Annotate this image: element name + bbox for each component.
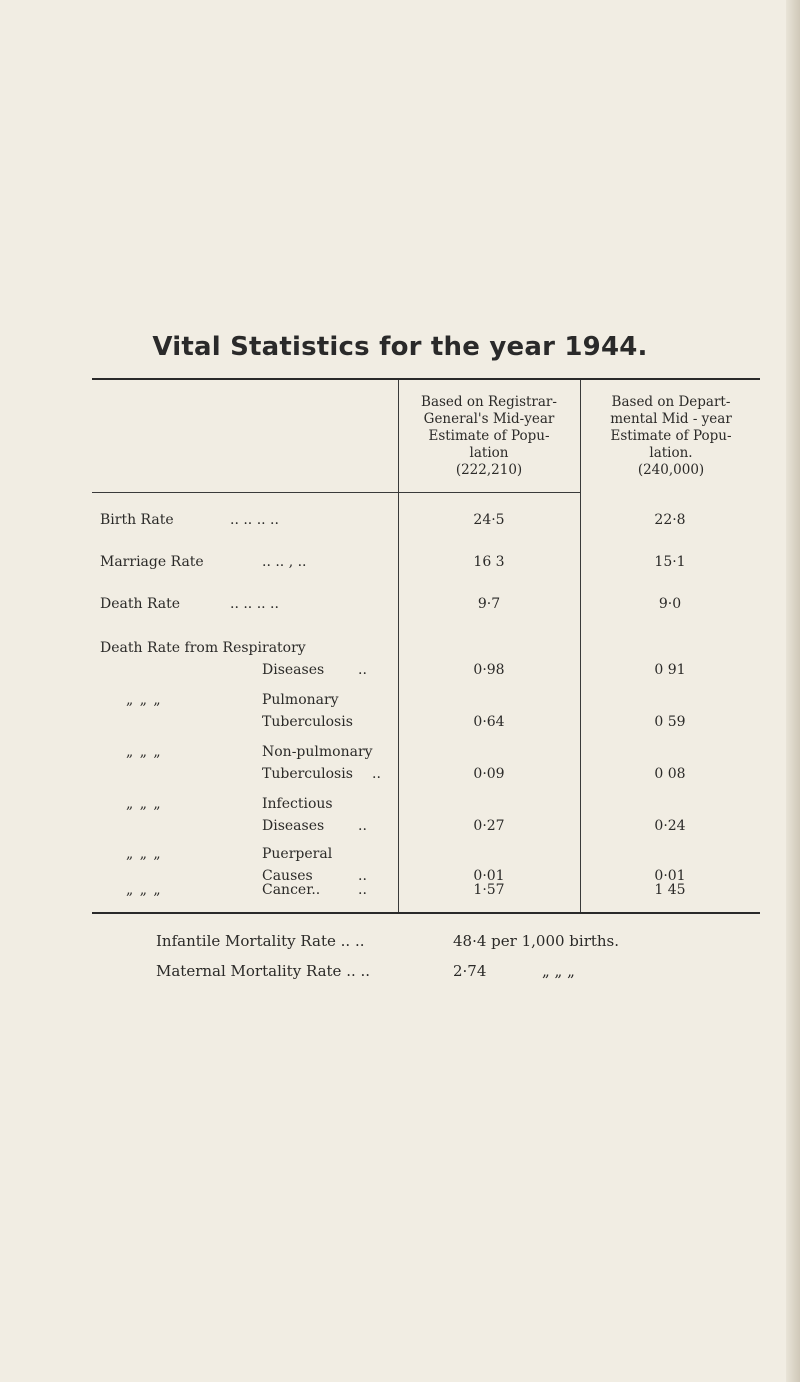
row-value-registrar: 1·57 — [473, 882, 505, 898]
row-dots: .. — [358, 818, 367, 834]
row-label: Pulmonary — [262, 692, 339, 708]
row-label: Non-pulmonary — [262, 744, 373, 760]
row-label: Marriage Rate — [100, 554, 204, 570]
row-value-departmental: 0 59 — [654, 714, 686, 730]
header-rule-left — [92, 492, 399, 493]
row-label: Cancer.. — [262, 882, 321, 898]
row-label: Death Rate — [100, 596, 181, 612]
row-label: Puerperal — [262, 846, 333, 862]
row-sublabel: Tuberculosis — [262, 766, 353, 782]
ditto-marks: „ „ „ — [126, 796, 162, 812]
row-value-departmental: 0·01 — [654, 868, 686, 884]
row-value-registrar: 0·98 — [473, 662, 505, 678]
row-value-registrar: 24·5 — [473, 512, 505, 528]
footer-label: Maternal Mortality Rate .. .. — [156, 962, 371, 980]
row-dots: .. — [358, 868, 367, 884]
row-label: Death Rate from Respiratory — [100, 640, 306, 656]
row-value-departmental: 9·0 — [658, 596, 682, 612]
row-dots: .. — [358, 882, 367, 898]
page-title: Vital Statistics for the year 1944. — [152, 332, 648, 362]
ditto-marks: „ „ „ — [126, 692, 162, 708]
row-value-departmental: 0·24 — [654, 818, 686, 834]
row-dots: .. .. .. .. — [230, 512, 279, 528]
ditto-marks: „ „ „ — [126, 882, 162, 898]
footer-ditto: „ „ „ — [542, 962, 575, 980]
row-dots: .. .. .. .. — [230, 596, 279, 612]
row-value-registrar: 0·01 — [473, 868, 505, 884]
column-header-departmental: Based on Depart- mental Mid - year Estimate of Popu- lation. (240,000) — [610, 394, 732, 478]
column-header-registrar: Based on Registrar- General's Mid-year Estimate of Popu- lation (222,210) — [421, 394, 557, 478]
footer-label: Infantile Mortality Rate .. .. — [156, 932, 365, 950]
row-value-departmental: 22·8 — [654, 512, 686, 528]
row-value-departmental: 0 08 — [654, 766, 686, 782]
row-sublabel: Diseases — [262, 818, 325, 834]
footer-value: 48·4 per 1,000 births. — [453, 932, 620, 950]
table-bottom-rule — [92, 912, 760, 914]
row-value-registrar: 0·09 — [473, 766, 505, 782]
row-value-registrar: 0·64 — [473, 714, 505, 730]
row-value-registrar: 9·7 — [477, 596, 501, 612]
row-label: Birth Rate — [100, 512, 174, 528]
row-sublabel: Tuberculosis — [262, 714, 353, 730]
row-value-registrar: 16 3 — [473, 554, 505, 570]
ditto-marks: „ „ „ — [126, 744, 162, 760]
row-label: Infectious — [262, 796, 333, 812]
row-sublabel: Diseases — [262, 662, 325, 678]
page-edge — [786, 0, 800, 1382]
row-dots: .. — [358, 662, 367, 678]
header-rule-middle — [398, 492, 580, 493]
row-value-departmental: 0 91 — [654, 662, 686, 678]
ditto-marks: „ „ „ — [126, 846, 162, 862]
row-dots: .. .. , .. — [262, 554, 307, 570]
row-sublabel: Causes — [262, 868, 313, 884]
row-value-registrar: 0·27 — [473, 818, 505, 834]
table-top-rule — [92, 378, 760, 380]
row-dots: .. — [372, 766, 381, 782]
footer-value: 2·74 — [453, 962, 487, 980]
row-value-departmental: 1 45 — [654, 882, 686, 898]
row-value-departmental: 15·1 — [654, 554, 686, 570]
